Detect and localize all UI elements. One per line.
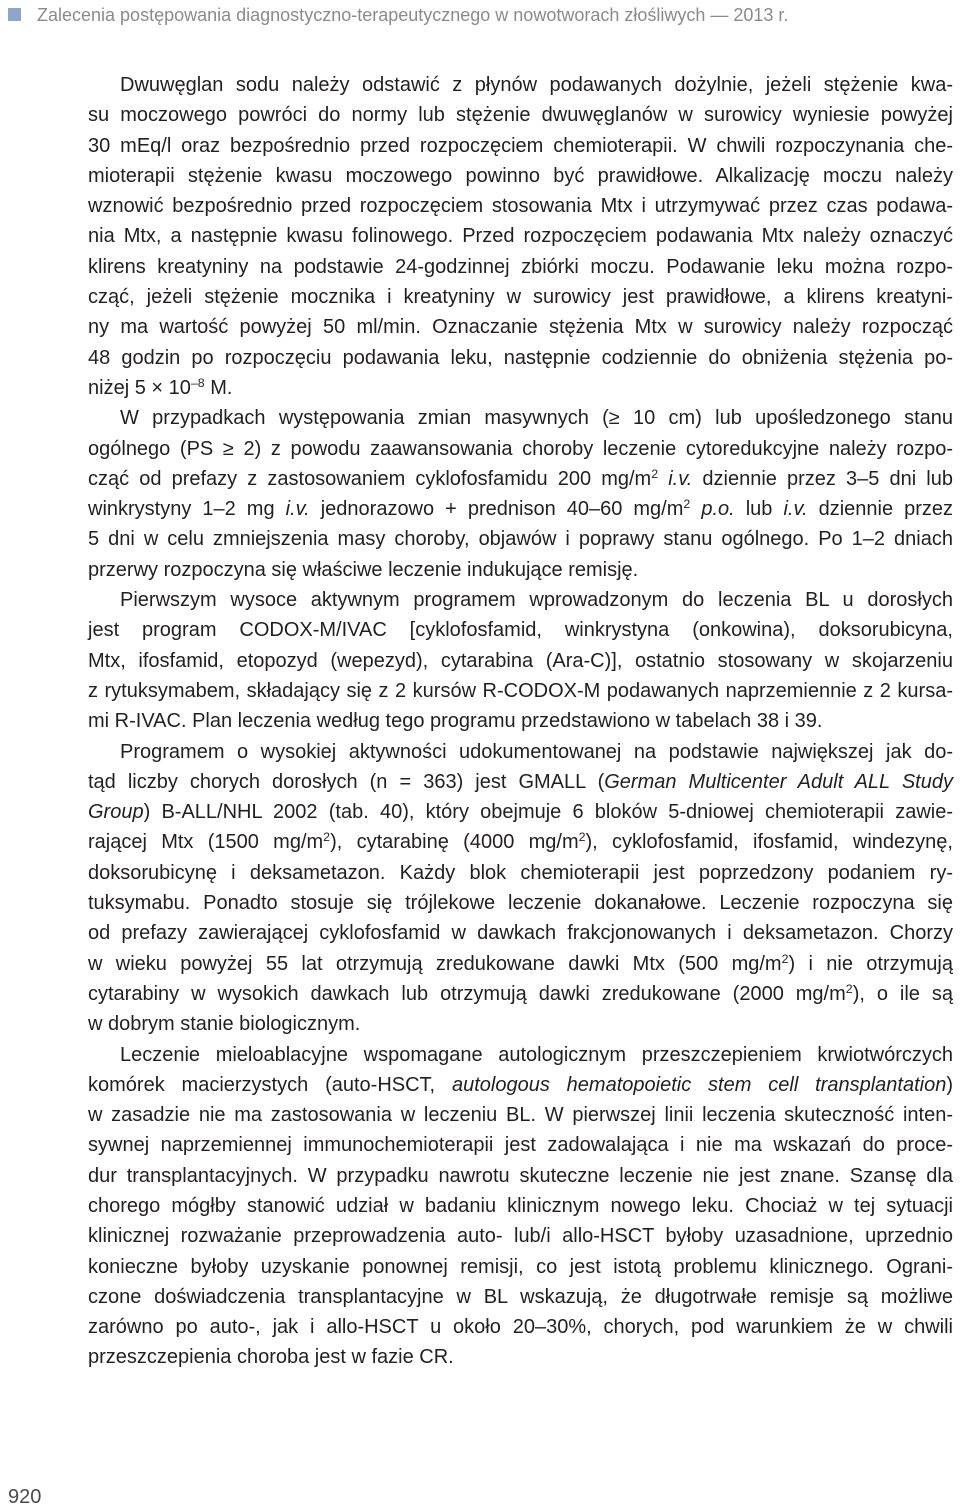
text-run: 48 godzin po rozpoczęciu podawania leku, następnie codziennie do obniżenia stężenia po- xyxy=(88,346,953,369)
text-line xyxy=(88,131,953,161)
text-run: w wieku powyżej 55 lat otrzymują zredukowane dawki Mtx (500 mg/m xyxy=(88,952,782,975)
line-content xyxy=(88,831,953,853)
line-content xyxy=(120,1044,953,1066)
page-number: 920 xyxy=(8,1486,42,1508)
text-line xyxy=(88,949,953,979)
text-run: ), cyklofosfamid, ifosfamid, windezynę, xyxy=(585,831,953,854)
text-run: nia Mtx, a następnie kwasu folinowego. Przed rozpoczęciem podawania Mtx należy oznaczyć xyxy=(88,225,953,248)
text-run: W przypadkach występowania zmian masywnych (≥ 10 cm) lub upośledzonego stanu xyxy=(120,407,953,430)
line-content xyxy=(88,1346,454,1368)
text-line xyxy=(88,1191,953,1221)
superscript: 2 xyxy=(683,497,691,512)
text-run: w zasadzie nie ma zastosowania w leczeniu BL. W pierwszej linii leczenia skuteczność inten- xyxy=(88,1104,953,1127)
line-content xyxy=(88,135,953,157)
text-line xyxy=(88,1282,953,1312)
line-content xyxy=(88,801,953,823)
superscript: 2 xyxy=(781,951,789,966)
paragraph xyxy=(88,70,953,403)
line-content xyxy=(88,892,953,914)
text-line xyxy=(88,312,953,342)
line-content xyxy=(88,104,953,126)
text-line xyxy=(88,343,953,373)
text-line xyxy=(88,585,953,615)
text-line xyxy=(88,646,953,676)
text-run: ), cytarabinę (4000 mg/m xyxy=(330,831,579,854)
text-run: cytarabiny w wysokich dawkach lub otrzymują dawki zredukowane (2000 mg/m xyxy=(88,982,846,1005)
line-content xyxy=(88,1013,360,1035)
text-run: Pierwszym wysoce aktywnym programem wprowadzonym do leczenia BL u dorosłych xyxy=(120,589,953,612)
text-run: wznowić bezpośrednio przed rozpoczęciem stosowania Mtx i utrzymywać przez czas podawa- xyxy=(88,195,953,218)
italic-text: p.o. xyxy=(701,498,735,521)
text-line xyxy=(88,282,953,312)
text-line xyxy=(88,1070,953,1100)
line-content xyxy=(88,619,953,641)
text-line xyxy=(88,555,953,585)
text-line xyxy=(88,737,953,767)
paragraph xyxy=(88,585,953,736)
line-content xyxy=(88,1074,953,1096)
text-line xyxy=(88,100,953,130)
text-run: jest program CODOX-M/IVAC [cyklofosfamid, winkrystyna (onkowina), doksorubicyna, xyxy=(88,619,953,642)
text-line xyxy=(88,676,953,706)
text-run: winkrystyny 1–2 mg xyxy=(88,498,286,521)
text-run: klirens kreatyniny na podstawie 24-godzinnej zbiórki moczu. Podawanie leku można rozpo- xyxy=(88,255,953,278)
text-line xyxy=(88,858,953,888)
text-line xyxy=(88,1252,953,1282)
text-run: komórek macierzystych (auto-HSCT, xyxy=(88,1073,452,1096)
line-content xyxy=(88,438,953,460)
text-run: M. xyxy=(204,376,233,399)
text-run: sywnej naprzemiennej immunochemioterapii jest zadowalająca i nie ma wskazań do proce- xyxy=(88,1134,953,1157)
text-run: doksorubicynę i deksametazon. Każdy blok chemioterapii jest poprzedzony podaniem ry- xyxy=(88,861,953,884)
line-content xyxy=(88,650,953,672)
line-content xyxy=(120,741,953,763)
text-run: chorego mógłby stanowić udział w badaniu klinicznym nowego leku. Chociaż w tej sytuacji xyxy=(88,1194,953,1217)
paragraph xyxy=(88,403,953,585)
text-line xyxy=(88,1130,953,1160)
text-run: niżej 5 × 10 xyxy=(88,376,191,399)
article-body xyxy=(88,70,953,1373)
line-content xyxy=(88,1286,953,1308)
text-run: Mtx, ifosfamid, etopozyd (wepezyd), cytarabina (Ara-C)], ostatnio stosowany w skojarzeniu xyxy=(88,649,953,672)
text-run: ogólnego (PS ≥ 2) z powodu zaawansowania choroby leczenie cytoredukcyjne należy rozpo- xyxy=(88,437,953,460)
text-run: Dwuwęglan sodu należy odstawić z płynów podawanych dożylnie, jeżeli stężenie kwa- xyxy=(120,74,953,96)
line-content xyxy=(88,468,953,490)
text-line xyxy=(88,615,953,645)
text-line xyxy=(88,191,953,221)
text-line xyxy=(88,1009,953,1039)
line-content xyxy=(88,256,953,278)
text-run xyxy=(658,468,668,490)
line-content xyxy=(88,286,953,308)
text-run: w dobrym stanie biologicznym. xyxy=(88,1013,361,1036)
text-line xyxy=(88,373,953,403)
text-line xyxy=(88,494,953,524)
text-run: su moczowego powróci do normy lub stężenie dwuwęglanów w surowicy wyniesie powyżej xyxy=(88,104,953,127)
line-content xyxy=(88,1165,953,1187)
header-title: Zalecenia postępowania diagnostyczno-terapeutycznego w nowotworach złośliwych — 2013 r. xyxy=(37,5,789,25)
line-content xyxy=(88,316,953,338)
text-run: czone doświadczenia transplantacyjne w BL wskazują, że długotrwałe remisje są możliwe xyxy=(88,1285,953,1308)
page-footer xyxy=(0,1484,960,1510)
italic-text: i.v. xyxy=(285,498,310,521)
text-run: klinicznej rozważanie przeprowadzenia auto- lub/i allo-HSCT byłoby uzasadnione, uprzednio xyxy=(88,1225,953,1248)
text-run: konieczne byłoby uzyskanie ponownej remisji, co jest istotą problemu klinicznego. Ograni- xyxy=(88,1255,953,1278)
text-run: tąd liczby chorych dorosłych (n = 363) jest GMALL ( xyxy=(88,770,605,793)
text-run xyxy=(690,498,701,520)
line-content xyxy=(88,1256,953,1278)
text-run: dziennie przez xyxy=(807,498,954,521)
text-line xyxy=(88,706,953,736)
superscript: 2 xyxy=(323,830,331,845)
text-run: mioterapii stężenie kwasu moczowego powinno być prawidłowe. Alkalizację moczu należy xyxy=(88,164,953,187)
text-run: ) xyxy=(946,1073,953,1096)
line-content xyxy=(120,407,953,429)
italic-text: German Multicenter Adult ALL Study xyxy=(604,770,953,793)
text-run: mi R-IVAC. Plan leczenia według tego programu przedstawiono w tabelach 38 i 39. xyxy=(88,710,823,733)
line-content xyxy=(120,589,953,611)
text-run: cząć od prefazy z zastosowaniem cyklofosfamidu 200 mg/m xyxy=(88,467,652,490)
text-run: dur transplantacyjnych. W przypadku nawrotu skuteczne leczenie nie jest znane. Szansę dla xyxy=(88,1164,953,1187)
text-line xyxy=(88,827,953,857)
line-content xyxy=(88,1316,953,1338)
text-line xyxy=(88,221,953,251)
text-line xyxy=(88,1161,953,1191)
text-line xyxy=(88,161,953,191)
text-line xyxy=(88,918,953,948)
text-line xyxy=(88,1312,953,1342)
text-run: Programem o wysokiej aktywności udokumentowanej na podstawie największej jak do- xyxy=(120,740,953,763)
text-line xyxy=(88,1221,953,1251)
text-line xyxy=(88,434,953,464)
text-line xyxy=(88,1100,953,1130)
italic-text: Group xyxy=(88,801,144,824)
line-content xyxy=(88,1195,953,1217)
line-content xyxy=(88,377,232,399)
header-square-marker xyxy=(8,8,21,21)
line-content xyxy=(88,680,953,702)
text-run: jednorazowo + prednison 40–60 mg/m xyxy=(309,498,684,521)
text-run: przerwy rozpoczyna się właściwe leczenie indukujące remisję. xyxy=(88,558,639,581)
text-run: zarówno po auto-, jak i allo-HSCT u około 20–30%, chorych, pod warunkiem że w chwili xyxy=(88,1316,953,1339)
paragraph xyxy=(88,1040,953,1373)
text-run: tuksymabu. Ponadto stosuje się trójlekowe leczenie dokanałowe. Leczenie rozpoczyna się xyxy=(88,892,953,915)
line-content xyxy=(88,983,953,1005)
text-run: ), o ile są xyxy=(852,982,953,1005)
line-content xyxy=(120,74,953,96)
text-line xyxy=(88,797,953,827)
text-run: ) B-ALL/NHL 2002 (tab. 40), który obejmuje 6 bloków 5-dniowej chemioterapii zawie- xyxy=(143,801,953,824)
text-run: rającej Mtx (1500 mg/m xyxy=(88,831,324,854)
italic-text: autologous hematopoietic stem cell transplantation xyxy=(451,1073,947,1096)
superscript: 2 xyxy=(651,467,659,482)
text-run: przeszczepienia choroba jest w fazie CR. xyxy=(88,1346,454,1369)
italic-text: i.v. xyxy=(783,498,808,521)
line-content xyxy=(88,1104,953,1126)
line-content xyxy=(88,771,953,793)
text-run: 30 mEq/l oraz bezpośrednio przed rozpoczęciem chemioterapii. W chwili rozpoczynania che- xyxy=(88,134,953,157)
text-line xyxy=(88,252,953,282)
running-header xyxy=(0,0,960,32)
line-content xyxy=(88,1134,953,1156)
line-content xyxy=(88,498,953,520)
text-line xyxy=(88,464,953,494)
text-line xyxy=(88,1342,953,1372)
text-run: cząć, jeżeli stężenie mocznika i kreatyniny w surowicy jest prawidłowe, a klirens kreatyni- xyxy=(88,286,953,309)
line-content xyxy=(88,528,953,550)
text-run: ny ma wartość powyżej 50 ml/min. Oznaczanie stężenia Mtx w surowicy należy rozpocząć xyxy=(88,316,953,339)
text-line xyxy=(88,403,953,433)
text-line xyxy=(88,524,953,554)
text-run: dziennie przez 3–5 dni lub xyxy=(692,467,953,490)
superscript: –8 xyxy=(190,376,205,391)
text-line xyxy=(88,767,953,797)
text-run: od prefazy zawierającej cyklofosfamid w dawkach frakcjonowanych i deksametazon. Chorzy xyxy=(88,922,953,945)
superscript: 2 xyxy=(845,982,853,997)
line-content xyxy=(88,710,822,732)
paragraph xyxy=(88,737,953,1040)
line-content xyxy=(88,559,638,581)
text-run: z rytuksymabem, składający się z 2 kursów R-CODOX-M podawanych naprzemiennie z 2 kursa- xyxy=(88,679,953,702)
text-line xyxy=(88,1040,953,1070)
text-line xyxy=(88,979,953,1009)
text-run: ) i nie otrzymują xyxy=(788,952,953,975)
line-content xyxy=(88,953,953,975)
italic-text: i.v. xyxy=(668,467,693,490)
text-run: 5 dni w celu zmniejszenia masy choroby, objawów i poprawy stanu ogólnego. Po 1–2 dniach xyxy=(88,528,953,551)
line-content xyxy=(88,195,953,217)
line-content xyxy=(88,165,953,187)
line-content xyxy=(88,1225,953,1247)
line-content xyxy=(88,922,953,944)
line-content xyxy=(88,225,953,247)
text-run: Leczenie mieloablacyjne wspomagane autologicznym przeszczepieniem krwiotwórczych xyxy=(120,1043,953,1066)
line-content xyxy=(88,347,953,369)
text-line xyxy=(88,70,953,100)
text-line xyxy=(88,888,953,918)
text-run: lub xyxy=(734,498,784,521)
superscript: 2 xyxy=(578,830,586,845)
line-content xyxy=(88,862,953,884)
